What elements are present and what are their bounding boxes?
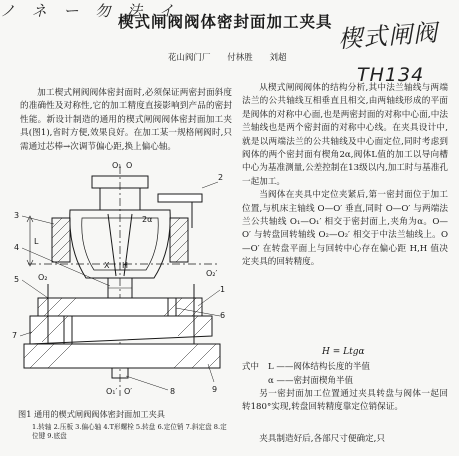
part-number-2: 2 bbox=[218, 173, 224, 182]
article-title: 楔式闸阀阀体密封面加工夹具 bbox=[118, 12, 333, 31]
figure-caption: 图1 通用的楔式闸阀阀体密封面加工夹具 bbox=[18, 409, 165, 419]
body-paragraph: 另一密封面加工位置通过夹具转盘与阀体一起回转180°实现,转盘回转精度靠定位销保证。 bbox=[242, 389, 448, 413]
author-line bbox=[168, 51, 300, 63]
handwritten-classification-code: TH134 bbox=[357, 64, 425, 86]
label-op: O′ bbox=[124, 387, 133, 396]
label-x: X bbox=[104, 261, 110, 270]
author-name: 付林胜 bbox=[227, 53, 253, 63]
part-number-1: 1 bbox=[220, 285, 226, 294]
where-label: 式中 bbox=[242, 362, 260, 372]
part-number-4: 4 bbox=[14, 243, 20, 252]
part-number-9: 9 bbox=[212, 385, 218, 394]
label-angle: 2α bbox=[142, 215, 153, 224]
handwritten-scrawl-top: ノ ネ ー 勿 法 イ bbox=[0, 2, 180, 20]
figure-parts-legend: 1.转轴 2.压板 3.偏心轴 4.T形螺栓 5.转盘 6.定位销 7.斜定盘 8.定位键 9.底盘 bbox=[32, 423, 227, 440]
label-h: H bbox=[122, 261, 129, 270]
right-column bbox=[242, 82, 448, 270]
variable-definition: L ——阀体结构长度的半值 bbox=[268, 362, 370, 372]
label-l: L bbox=[34, 237, 39, 246]
author-name: 刘超 bbox=[269, 53, 287, 63]
part-number-7: 7 bbox=[12, 331, 18, 340]
part-number-3: 3 bbox=[14, 211, 20, 220]
formula: H = Ltgα bbox=[322, 347, 365, 357]
label-o2p: O₂′ bbox=[206, 269, 218, 278]
body-paragraph: 夹具制造好后,各部尺寸便确定,只 bbox=[259, 434, 385, 444]
body-paragraph: 从楔式闸阀阀体的结构分析,其中法兰轴线与两端法兰的公共轴线互相垂直且相交,由两轴线形成的平面是阀体的对称中心面,也是两密封面的对称中心面,中法兰轴线也是两个密封面的对称中心线。在夹具设计中,就是以两端法兰的公共轴线及中心面定位,同时考虑到阀体的两个密封面有楔角2α,阀体L值的加工以导向槽中心为基准测量,公差控制在13级以内,加工时与基准孔一起加工。 bbox=[242, 83, 448, 187]
label-o2: O₂ bbox=[38, 273, 48, 282]
handwritten-annotation-title: 楔式闸阀 bbox=[337, 18, 440, 54]
left-column bbox=[20, 87, 232, 154]
label-o: O bbox=[126, 161, 133, 170]
part-number-6: 6 bbox=[220, 311, 226, 320]
part-number-5: 5 bbox=[14, 275, 20, 284]
fixture-drawing bbox=[8, 158, 234, 408]
label-o1: O₁ bbox=[112, 161, 122, 170]
label-o1p: O₁′ bbox=[106, 387, 118, 396]
intro-paragraph: 加工楔式闸阀阀体密封面时,必须保证两密封面斜度的准确性及对称性,它的加工精度直接影响到产品的密封性能。新设计制造的通用的楔式闸阀阀体密封面加工夹具(图1),省时方便,效果良好。在加工某一规格闸阀时,只需通过芯棒→次调节偏心距,换上偏心轴。 bbox=[20, 88, 232, 152]
body-paragraph: 当阀体在夹具中定位夹紧后,第一密封面位于加工位置,与机床主轴线 O—O′ 垂直,同时 O—O′ 与两端法兰公共轴线 O₁—O₁′ 相交于密封面上,夹角为α。O—O′ 与转盘回转轴线 O₂—O₂′ 相交于中法兰轴线上。O—O′ 在转盘平面上与回转中心存在偏心距 H,H 值决定夹具的回转精度。 bbox=[242, 190, 448, 268]
part-number-8: 8 bbox=[170, 387, 176, 396]
variable-definition: α ——密封面楔角半值 bbox=[268, 376, 353, 386]
author-affiliation: 花山阀门厂 bbox=[168, 53, 211, 63]
